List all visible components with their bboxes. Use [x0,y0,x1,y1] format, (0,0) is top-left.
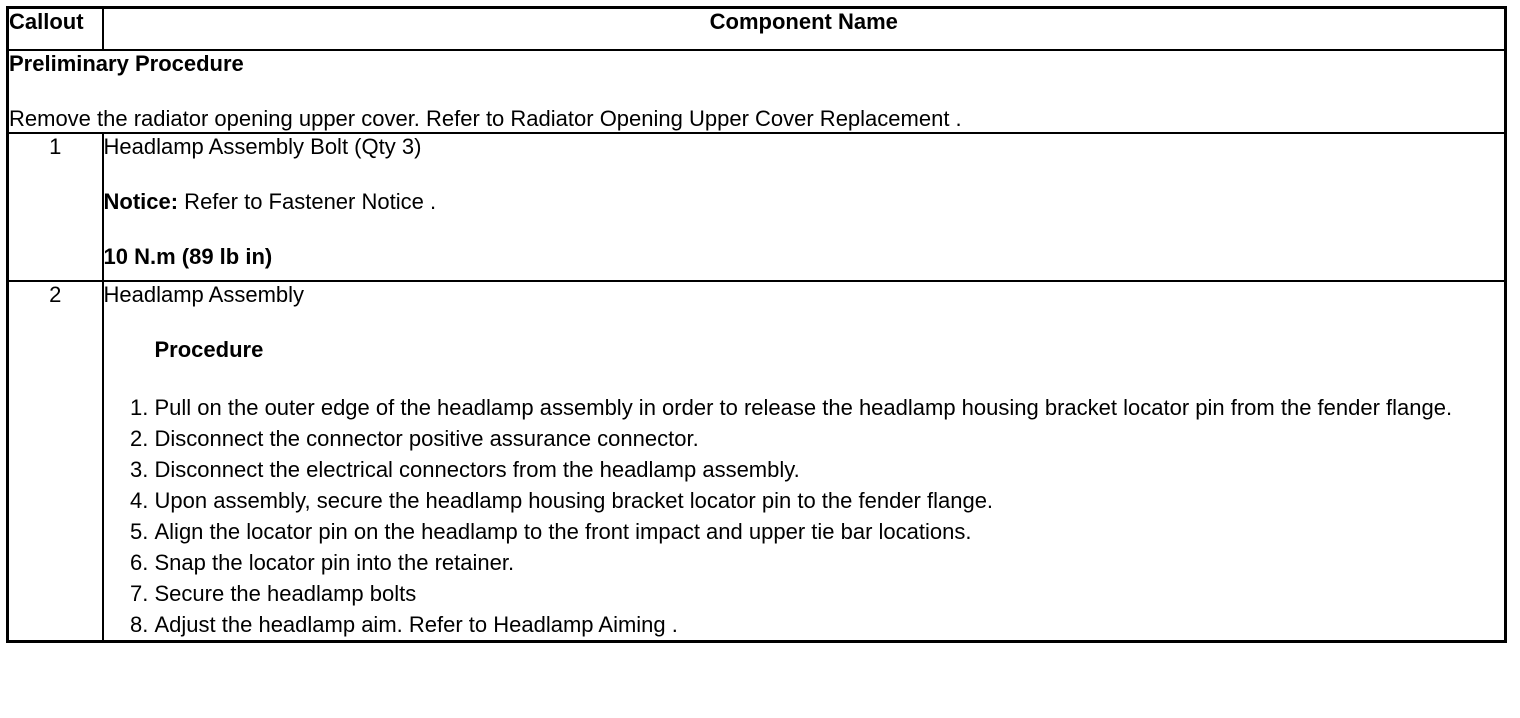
component-cell [103,281,1506,642]
list-item [155,578,1505,609]
list-item [155,485,1505,516]
table-row [8,281,1506,642]
list-item [155,423,1505,454]
callout-column-header: Callout [8,8,103,51]
callout-number: 2 [8,281,103,642]
preliminary-procedure-cell [8,50,1506,133]
component-name: Headlamp Assembly Bolt (Qty 3) [103,134,422,159]
preliminary-text: Remove the radiator opening upper cover. Refer to [9,106,505,131]
preliminary-row [8,50,1506,133]
callout-number: 1 [8,133,103,281]
procedure-table [6,6,1507,643]
list-item [155,392,1505,423]
notice-label: Notice: [103,189,179,214]
step-text: Adjust the headlamp aim. Refer to Headlamp Aiming . [154,612,678,637]
step-text: Disconnect the electrical connectors from the headlamp assembly. [154,457,800,482]
step-text: Align the locator pin on the headlamp to the front impact and upper tie bar locations. [154,519,972,544]
procedure-title: Procedure [154,337,264,362]
step-text: Upon assembly, secure the headlamp housing bracket locator pin to the fender flange. [154,488,994,513]
list-item [155,547,1505,578]
list-item [155,609,1505,640]
procedure-steps [104,392,1505,640]
fastener-notice-text[interactable]: Refer to Fastener Notice . [178,189,437,214]
step-text: Disconnect the connector positive assurance connector. [154,426,699,451]
notice [104,189,1505,215]
table-row [8,133,1506,281]
step-text: Snap the locator pin into the retainer. [154,550,515,575]
component-cell [103,133,1506,281]
step-text: Pull on the outer edge of the headlamp assembly in order to release the headlamp housing bracket locator pin from the fender flange. [154,395,1453,420]
preliminary-procedure-text [9,106,1504,132]
component-name: Headlamp Assembly [103,282,305,307]
radiator-cover-replacement-link[interactable]: Radiator Opening Upper Cover Replacement [510,106,950,131]
preliminary-procedure-title: Preliminary Procedure [9,51,244,76]
list-item [155,454,1505,485]
list-item [155,516,1505,547]
torque-spec: 10 N.m (89 lb in) [103,244,273,269]
step-text: Secure the headlamp bolts [154,581,417,606]
preliminary-text-end: . [949,106,962,131]
component-name-column-header: Component Name [103,8,1506,51]
header-row [8,8,1506,51]
